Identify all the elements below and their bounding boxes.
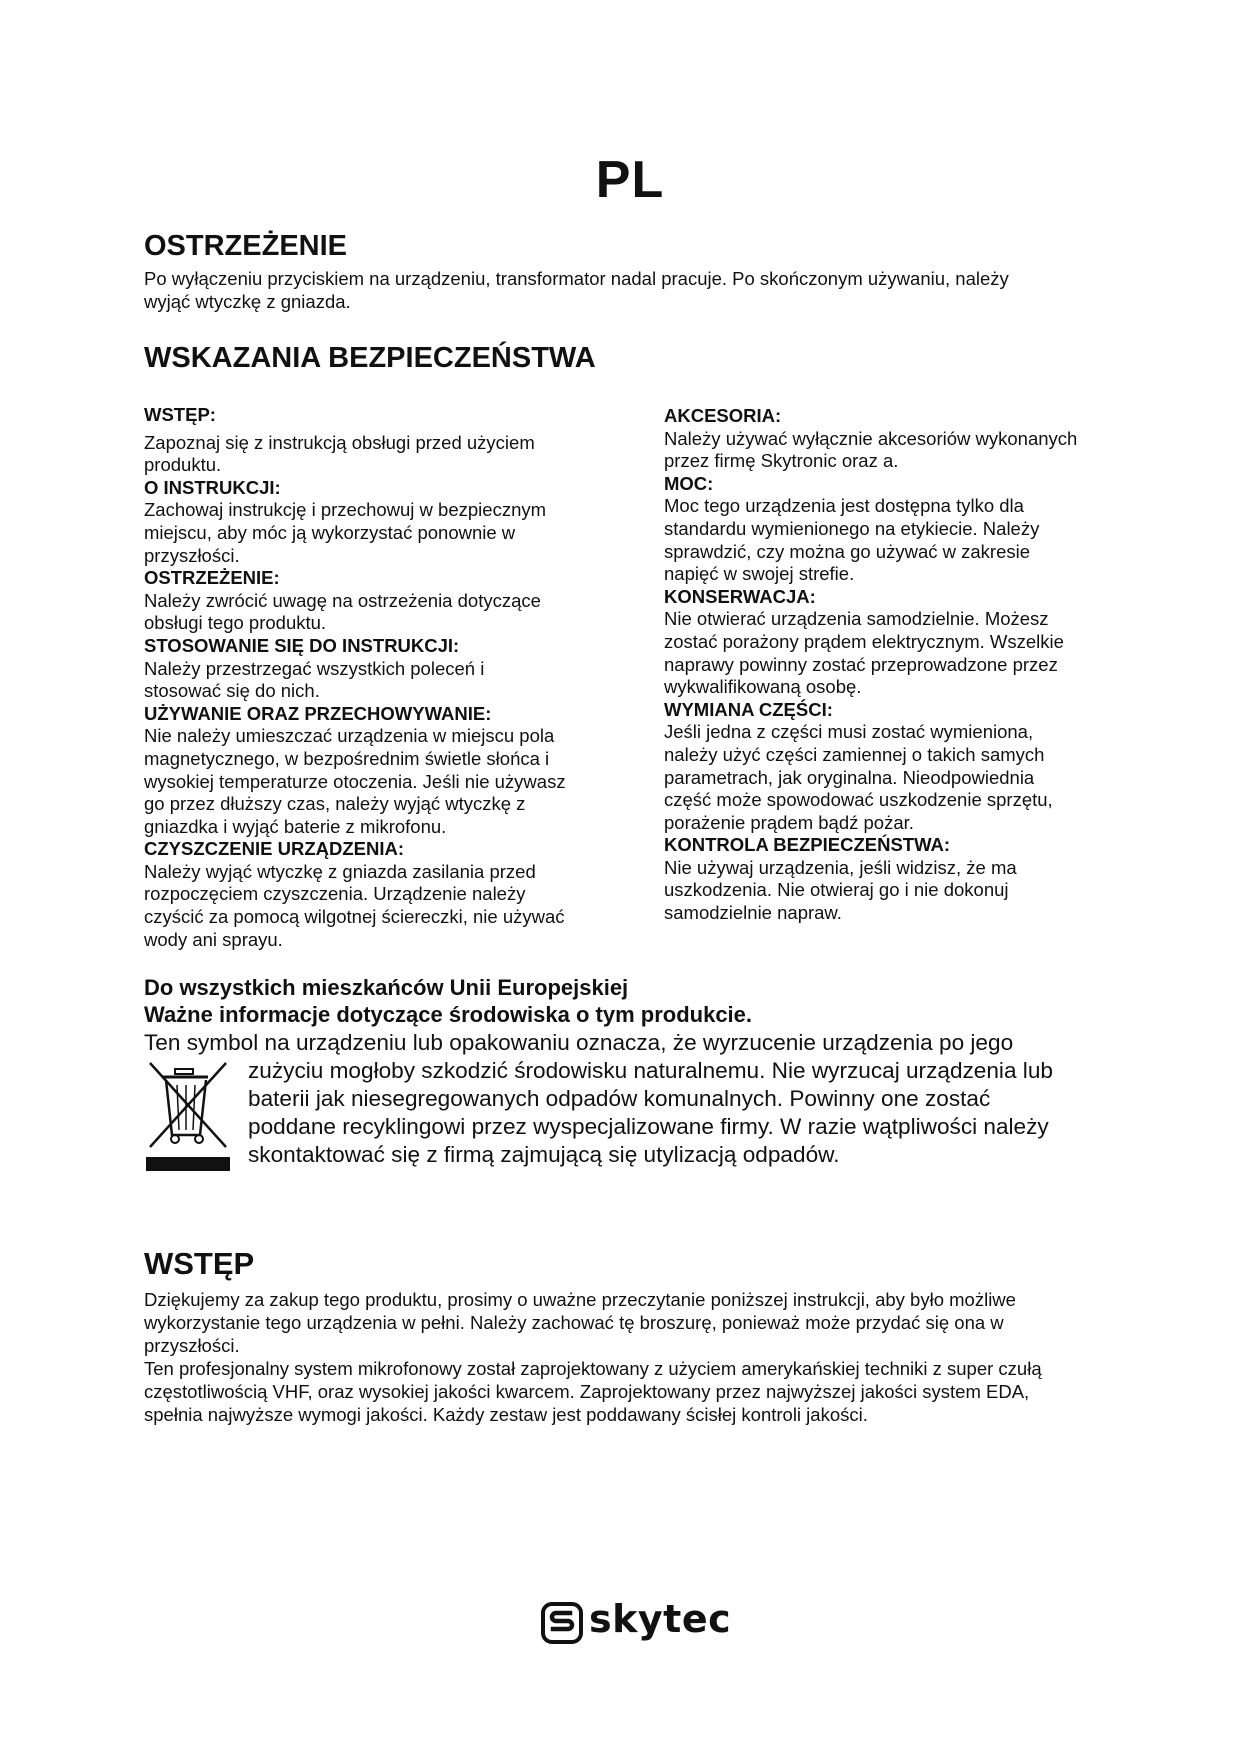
body-line: wykwalifikowaną osobę. <box>664 676 862 698</box>
body-line: Nie używaj urządzenia, jeśli widzisz, że ma <box>664 856 1017 878</box>
body-line: parametrach, jak oryginalna. Nieodpowiednia <box>664 766 1035 788</box>
brand-name: skytec <box>589 1597 732 1641</box>
body-line: przez firmę Skytronic oraz a. <box>664 450 899 472</box>
eu-line: skontaktować się z firmą zajmującą się utylizacją odpadów. <box>248 1142 840 1167</box>
brand-logo <box>541 1597 732 1650</box>
body-line: Zachowaj instrukcję i przechowuj w bezpiecznym <box>144 499 547 521</box>
section-heading: KONSERWACJA: <box>664 585 816 607</box>
skytec-s-logo-icon <box>541 1602 583 1644</box>
intro-line: częstotliwością VHF, oraz wysokiej jakości kwarcem. Zaprojektowany przez najwyższej jakości system EDA, <box>144 1381 1030 1402</box>
eu-paragraph <box>248 1057 1053 1169</box>
section-heading: UŻYWANIE ORAZ PRZECHOWYWANIE: <box>144 702 492 724</box>
body-line: Należy zwrócić uwagę na ostrzeżenia dotyczące <box>144 589 541 611</box>
safety-title: WSKAZANIA BEZPIECZEŃSTWA <box>144 342 596 374</box>
body-line: Należy używać wyłącznie akcesoriów wykonanych <box>664 427 1078 449</box>
body-line: rozpoczęciem czyszczenia. Urządzenie należy <box>144 883 526 905</box>
section-heading: CZYSZCZENIE URZĄDZENIA: <box>144 838 405 860</box>
intro-paragraph <box>144 1288 1134 1426</box>
body-line: należy użyć części zamiennej o takich samych <box>664 743 1045 765</box>
intro-line: Ten profesjonalny system mikrofonowy został zaprojektowany z użyciem amerykańskiej techniki z super czułą <box>144 1358 1042 1379</box>
safety-right-column <box>664 405 1124 925</box>
warning-section <box>144 230 1124 313</box>
warning-title: OSTRZEŻENIE <box>144 230 348 262</box>
body-line: go przez dłuższy czas, należy wyjąć wtyczkę z <box>144 793 526 815</box>
intro-title: WSTĘP <box>144 1246 255 1281</box>
body-line: napięć w swojej strefie. <box>664 563 855 585</box>
safety-left-column <box>144 404 614 951</box>
body-line: Jeśli jedna z części musi zostać wymieniona, <box>664 721 1034 743</box>
body-line: Nie otwierać urządzenia samodzielnie. Możesz <box>664 608 1049 630</box>
section-heading: OSTRZEŻENIE: <box>144 567 280 589</box>
eu-first-line: Ten symbol na urządzeniu lub opakowaniu oznacza, że wyrzucenie urządzenia po jego <box>144 1030 1014 1055</box>
body-line: stosować się do nich. <box>144 680 320 702</box>
section-heading: AKCESORIA: <box>664 405 782 426</box>
section-heading: WSTĘP: <box>144 404 216 425</box>
body-line: Nie należy umieszczać urządzenia w miejscu pola <box>144 725 555 747</box>
section-heading: O INSTRUKCJI: <box>144 476 281 498</box>
eu-line: poddane recyklingowi przez wyspecjalizowane firmy. W razie wątpliwości należy <box>248 1114 1049 1139</box>
body-line: sprawdzić, czy można go używać w zakresie <box>664 540 1031 562</box>
warning-line: wyjąć wtyczkę z gniazda. <box>144 291 351 312</box>
intro-line: wykorzystanie tego urządzenia w pełni. Należy zachować tę broszurę, ponieważ może przydać się ona w <box>144 1312 1004 1333</box>
section-heading: KONTROLA BEZPIECZEŃSTWA: <box>664 834 951 856</box>
body-line: czyścić za pomocą wilgotnej ściereczki, nie używać <box>144 906 565 928</box>
body-line: Zapoznaj się z instrukcją obsługi przed użyciem <box>144 431 535 453</box>
intro-line: Dziękujemy za zakup tego produktu, prosimy o uważne przeczytanie poniższej instrukcji, aby było możliwe <box>144 1289 1016 1310</box>
body-line: porażenie prądem bądź pożar. <box>664 811 914 833</box>
body-line: wysokiej temperaturze otoczenia. Jeśli nie używasz <box>144 770 566 792</box>
eu-heading-2: Ważne informacje dotyczące środowiska o tym produkcie. <box>144 1002 753 1027</box>
body-line: Moc tego urządzenia jest dostępna tylko dla <box>664 495 1024 517</box>
body-line: naprawy powinny zostać przeprowadzone przez <box>664 653 1058 675</box>
section-heading: WYMIANA CZĘŚCI: <box>664 698 833 720</box>
body-line: zostać porażony prądem elektrycznym. Wszelkie <box>664 630 1064 652</box>
body-line: produktu. <box>144 454 222 476</box>
intro-line: spełnia najwyższe wymogi jakości. Każdy zestaw jest poddawany ścisłej kontroli jakości. <box>144 1404 868 1425</box>
warning-line: Po wyłączeniu przyciskiem na urządzeniu, transformator nadal pracuje. Po skończonym używaniu, należy <box>144 268 1009 289</box>
body-line: Należy przestrzegać wszystkich poleceń i <box>144 657 485 679</box>
body-line: przyszłości. <box>144 544 240 566</box>
intro-line: przyszłości. <box>144 1335 240 1356</box>
body-line: magnetycznego, w bezpośrednim świetle słońca i <box>144 747 550 769</box>
body-line: wody ani sprayu. <box>144 928 283 950</box>
body-line: samodzielnie napraw. <box>664 902 842 924</box>
language-code: PL <box>595 151 665 209</box>
body-line: Należy wyjąć wtyczkę z gniazda zasilania przed <box>144 860 536 882</box>
section-heading: STOSOWANIE SIĘ DO INSTRUKCJI: <box>144 634 460 656</box>
eu-line: zużyciu mogłoby szkodzić środowisku naturalnemu. Nie wyrzucaj urządzenia lub <box>248 1058 1053 1083</box>
eu-line: baterii jak niesegregowanych odpadów komunalnych. Powinny one zostać <box>248 1086 991 1111</box>
eu-heading-1: Do wszystkich mieszkańców Unii Europejskiej <box>144 975 629 1000</box>
body-line: część może spowodować uszkodzenie sprzętu, <box>664 789 1053 811</box>
body-line: uszkodzenia. Nie otwieraj go i nie dokonuj <box>664 879 1009 901</box>
body-line: miejscu, aby móc ją wykorzystać ponownie w <box>144 521 516 543</box>
body-line: standardu wymienionego na etykiecie. Należy <box>664 517 1040 539</box>
body-line: obsługi tego produktu. <box>144 612 327 634</box>
body-line: gniazdka i wyjąć baterie z mikrofonu. <box>144 815 447 837</box>
section-heading: MOC: <box>664 472 714 494</box>
crossed-bin-icon <box>144 1055 232 1173</box>
